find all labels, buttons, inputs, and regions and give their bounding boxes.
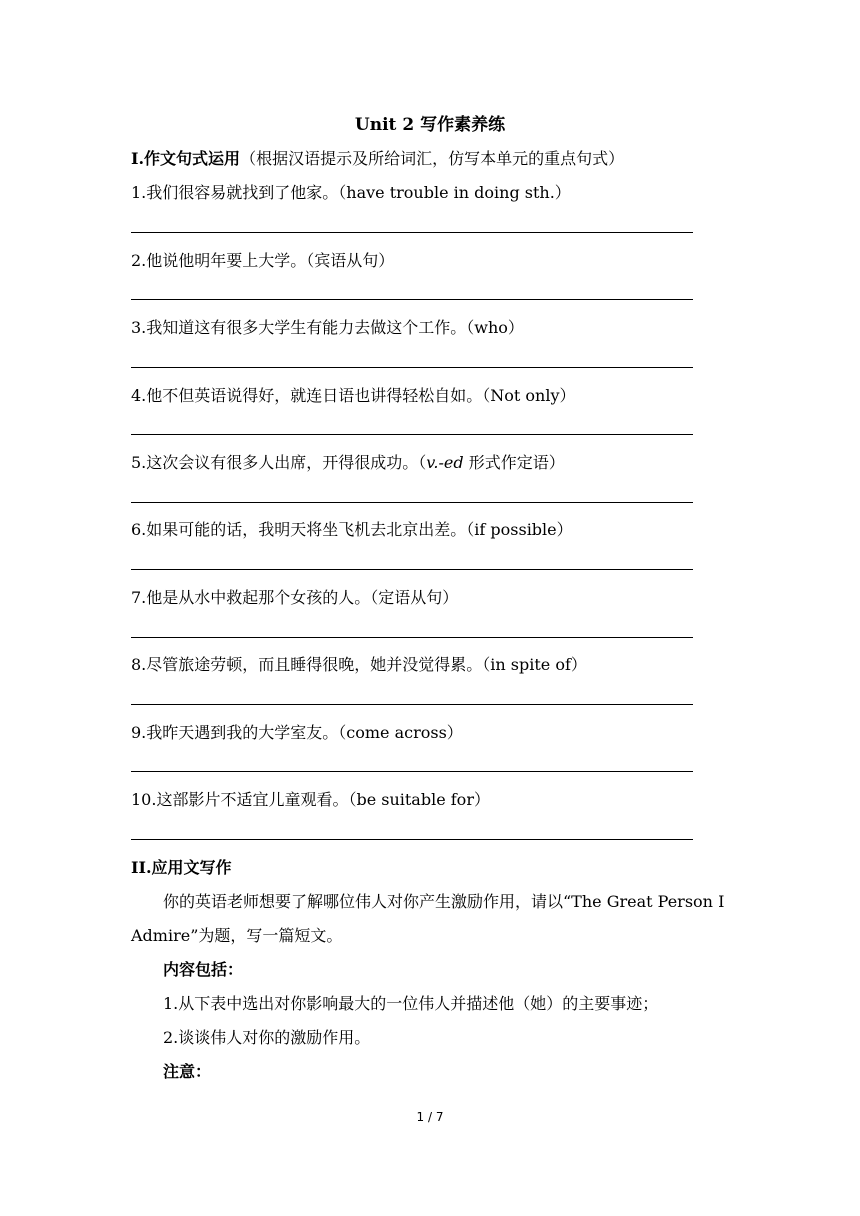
question-8: 8.尽管旅途劳顿，而且睡得很晚，她并没觉得累。（in spite of）: [131, 655, 587, 674]
question-1: 1.我们很容易就找到了他家。（have trouble in doing sth.）: [131, 183, 571, 202]
question-5-text: 5.这次会议有很多人出席，开得很成功。（: [131, 453, 427, 472]
answer-line-4[interactable]: [131, 434, 693, 435]
question-7: 7.他是从水中救起那个女孩的人。（定语从句）: [131, 588, 459, 607]
question-9: 9.我昨天遇到我的大学室友。（come across）: [131, 723, 463, 742]
answer-line-1[interactable]: [131, 232, 693, 233]
answer-line-2[interactable]: [131, 299, 693, 300]
page-number: 1 / 7: [416, 1110, 444, 1124]
section-1-instruction: （根据汉语提示及所给词汇，仿写本单元的重点句式）: [240, 149, 625, 168]
content-point-2: 2.谈谈伟人对你的激励作用。: [163, 1028, 371, 1047]
section-1-title: I.作文句式运用: [131, 149, 241, 168]
question-5-hint-tail: 形式作定语）: [463, 453, 565, 472]
section-2-heading: II.应用文写作: [131, 858, 232, 877]
answer-line-3[interactable]: [131, 367, 693, 368]
answer-line-9[interactable]: [131, 771, 693, 772]
attention-label: 注意：: [163, 1062, 212, 1081]
page-title: Unit 2 写作素养练: [354, 115, 506, 135]
question-6: 6.如果可能的话，我明天将坐飞机去北京出差。（if possible）: [131, 520, 573, 539]
question-5-italic-term: v.-ed: [426, 453, 464, 472]
question-5: [131, 450, 565, 473]
question-10: 10.这部影片不适宜儿童观看。（be suitable for）: [131, 790, 490, 809]
question-3: 3.我知道这有很多大学生有能力去做这个工作。（who）: [131, 318, 524, 337]
content-label: 内容包括：: [163, 960, 244, 979]
question-2: 2.他说他明年要上大学。（宾语从句）: [131, 251, 395, 270]
answer-line-10[interactable]: [131, 839, 693, 840]
writing-prompt-line-2: Admire”为题，写一篇短文。: [131, 926, 343, 945]
writing-prompt-line-1: 你的英语老师想要了解哪位伟人对你产生激励作用，请以“The Great Person I: [163, 892, 725, 911]
question-4: 4.他不但英语说得好，就连日语也讲得轻松自如。（Not only）: [131, 386, 576, 405]
content-point-1: 1.从下表中选出对你影响最大的一位伟人并描述他（她）的主要事迹；: [163, 994, 659, 1013]
answer-line-6[interactable]: [131, 569, 693, 570]
answer-line-5[interactable]: [131, 502, 693, 503]
answer-line-8[interactable]: [131, 704, 693, 705]
answer-line-7[interactable]: [131, 637, 693, 638]
section-1-heading: [131, 146, 624, 169]
